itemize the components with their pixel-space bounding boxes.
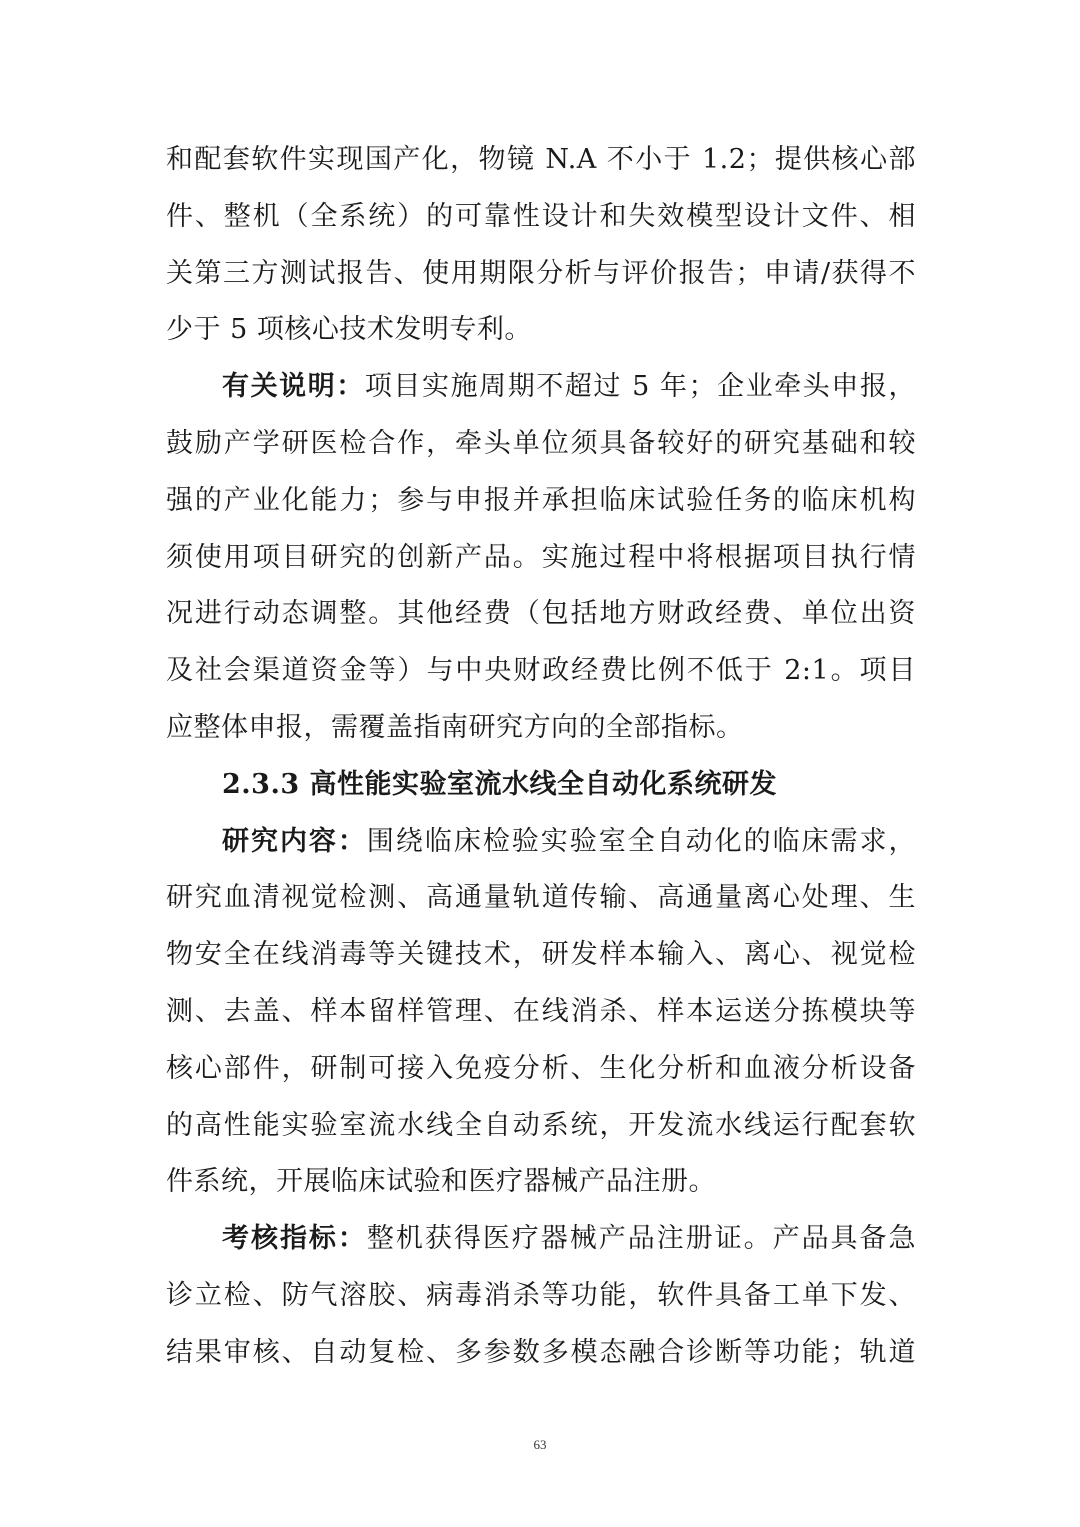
text-line: 应整体申报，需覆盖指南研究方向的全部指标。	[166, 711, 744, 743]
text-line	[166, 1211, 916, 1268]
text-line: 件系统，开展临床试验和医疗器械产品注册。	[166, 1166, 716, 1198]
text-span: 围绕临床检验实验室全自动化的临床需求，	[366, 825, 917, 857]
paragraph-label: 考核指标：	[222, 1223, 367, 1255]
text-line: 研究血清视觉检测、高通量轨道传输、高通量离心处理、生	[166, 882, 916, 914]
text-span: 项目实施周期不超过 5 年；企业牵头申报，	[364, 371, 917, 403]
text-line: 强的产业化能力；参与申报并承担临床试验任务的临床机构	[166, 484, 916, 516]
text-line: 须使用项目研究的创新产品。实施过程中将根据项目执行情	[166, 541, 916, 573]
text-line: 测、去盖、样本留样管理、在线消杀、样本运送分拣模块等	[166, 995, 916, 1027]
text-line: 况进行动态调整。其他经费（包括地方财政经费、单位出资	[166, 598, 916, 630]
text-line: 物安全在线消毒等关键技术，研发样本输入、离心、视觉检	[166, 939, 916, 971]
text-line	[166, 814, 916, 871]
text-line: 诊立检、防气溶胶、病毒消杀等功能，软件具备工单下发、	[166, 1279, 916, 1311]
paragraph-label: 有关说明：	[222, 371, 365, 403]
text-line: 核心部件，研制可接入免疫分析、生化分析和血液分析设备	[166, 1052, 916, 1084]
text-line: 和配套软件实现国产化，物镜 N.A 不小于 1.2；提供核心部	[166, 144, 916, 175]
paragraph-label: 研究内容：	[222, 825, 367, 857]
section-heading: 2.3.3 高性能实验室流水线全自动化系统研发	[222, 768, 778, 800]
text-line: 少于 5 项核心技术发明专利。	[166, 314, 532, 346]
text-line	[166, 359, 916, 416]
text-line: 结果审核、自动复检、多参数多模态融合诊断等功能；轨道	[166, 1336, 916, 1368]
body-text	[166, 132, 916, 1382]
page-number: 63	[533, 1437, 547, 1452]
text-line: 的高性能实验室流水线全自动系统，开发流水线运行配套软	[166, 1109, 916, 1141]
text-line: 关第三方测试报告、使用期限分析与评价报告；申请/获得不	[166, 257, 916, 289]
text-span: 整机获得医疗器械产品注册证。产品具备急	[366, 1223, 917, 1255]
text-line: 及社会渠道资金等）与中央财政经费比例不低于 2:1。项目	[166, 655, 916, 687]
text-line: 件、整机（全系统）的可靠性设计和失效模型设计文件、相	[166, 200, 916, 232]
text-line: 鼓励产学研医检合作，牵头单位须具备较好的研究基础和较	[166, 427, 916, 459]
